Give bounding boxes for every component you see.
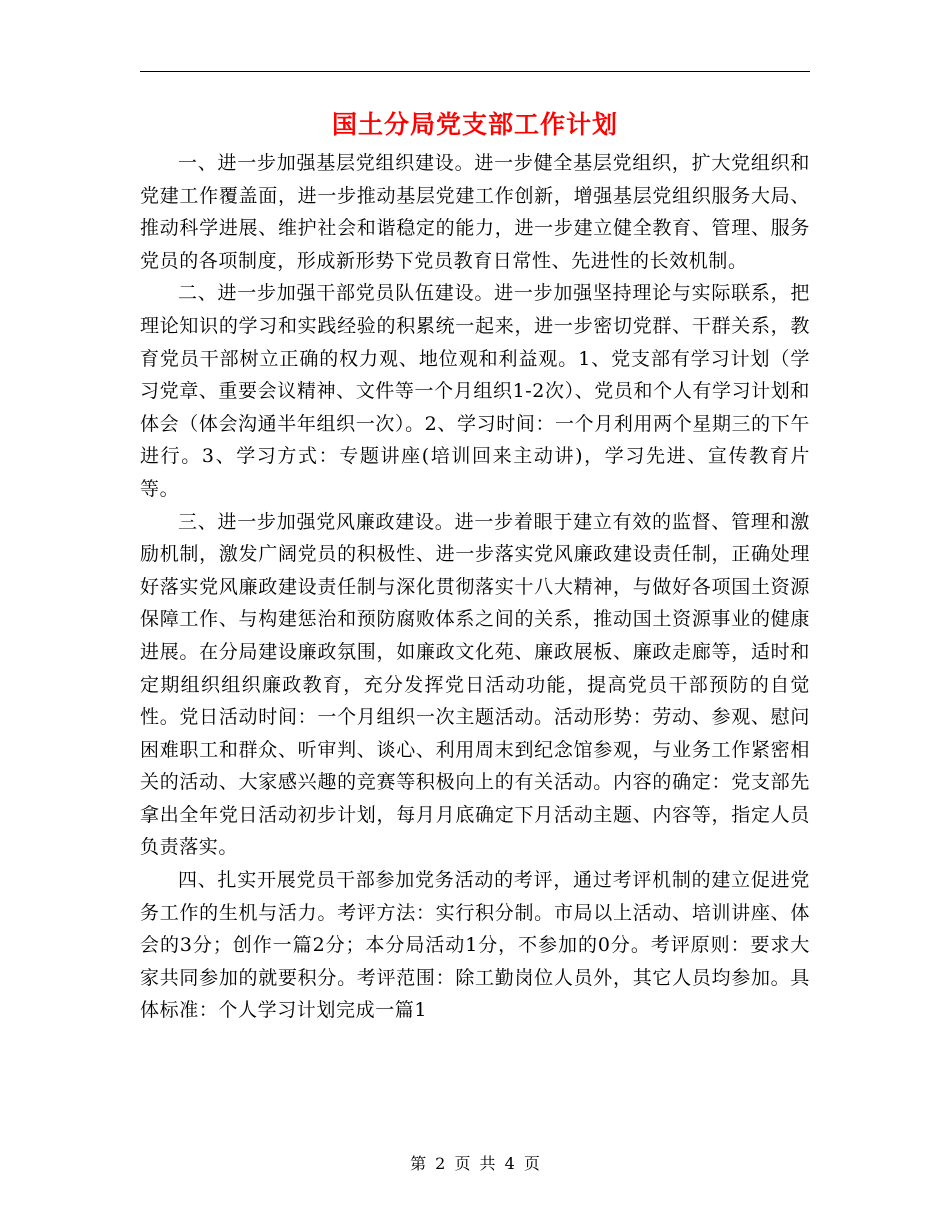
document-title: 国土分局党支部工作计划	[331, 110, 618, 139]
paragraph-1: 一、进一步加强基层党组织建设。进一步健全基层党组织，扩大党组织和党建工作覆盖面，进一步推动基层党建工作创新，增强基层党组织服务大局、推动科学进展、维护社会和谐稳定的能力，进一步建立健全教育、管理、服务党员的各项制度，形成新形势下党员教育日常性、先进性的长效机制。	[140, 152, 810, 272]
paragraph-3: 三、进一步加强党风廉政建设。进一步着眼于建立有效的监督、管理和激励机制，激发广阔党员的积极性、进一步落实党风廉政建设责任制，正确处理好落实党风廉政建设责任制与深化贯彻落实十八大精神，与做好各项国土资源保障工作、与构建惩治和预防腐败体系之间的关系，推动国土资源事业的健康进展。在分局建设廉政氛围，如廉政文化苑、廉政展板、廉政走廊等，适时和定期组织组织廉政教育，充分发挥党日活动功能，提高党员干部预防的自觉性。党日活动时间：一个月组织一次主题活动。活动形势：劳动、参观、慰问困难职工和群众、听审判、谈心、利用周末到纪念馆参观，与业务工作紧密相关的活动、大家感兴趣的竞赛等积极向上的有关活动。内容的确定：党支部先拿出全年党日活动初步计划，每月月底确定下月活动主题、内容等，指定人员负责落实。	[140, 510, 810, 859]
header-rule	[140, 71, 810, 72]
document-body	[140, 147, 810, 1027]
paragraph-4: 四、扎实开展党员干部参加党务活动的考评，通过考评机制的建立促进党务工作的生机与活力。考评方法：实行积分制。市局以上活动、培训讲座、体会的3分；创作一篇2分；本分局活动1分，不参加的0分。考评原则：要求大家共同参加的就要积分。考评范围：除工勤岗位人员外，其它人员均参加。具体标准：个人学习计划完成一篇1	[140, 869, 810, 1022]
paragraph-2: 二、进一步加强干部党员队伍建设。进一步加强坚持理论与实际联系，把理论知识的学习和实践经验的积累统一起来，进一步密切党群、干群关系，教育党员干部树立正确的权力观、地位观和利益观。1、党支部有学习计划（学习党章、重要会议精神、文件等一个月组织1-2次）、党员和个人有学习计划和体会（体会沟通半年组织一次）。2、学习时间：一个月利用两个星期三的下午进行。3、学习方式：专题讲座(培训回来主动讲)，学习先进、宣传教育片等。	[140, 282, 810, 500]
page-number: 第 2 页 共 4 页	[410, 1154, 540, 1173]
